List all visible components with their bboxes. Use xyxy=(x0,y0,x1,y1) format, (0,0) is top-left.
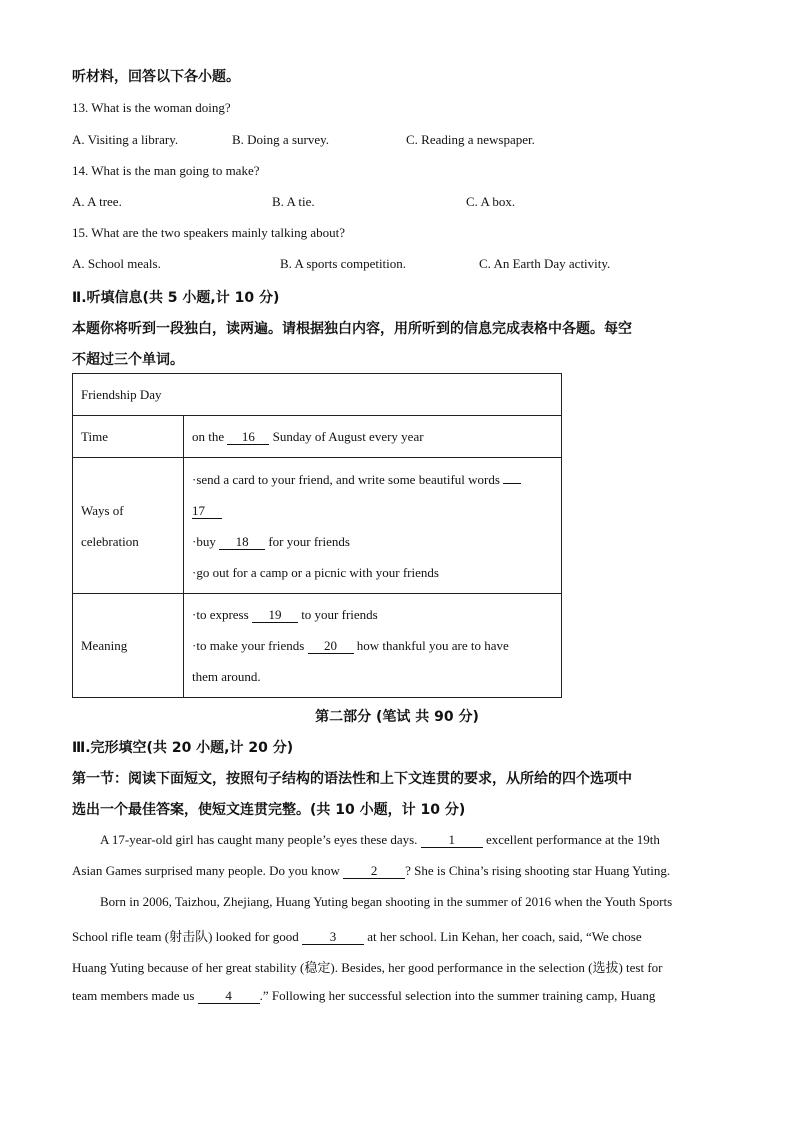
blank-18[interactable]: 18 xyxy=(219,535,265,550)
time-label: Time xyxy=(73,416,184,458)
blank-19[interactable]: 19 xyxy=(252,608,298,623)
ways-cell xyxy=(184,458,562,594)
passage-blank-3[interactable]: 3 xyxy=(302,930,364,945)
question-14-stem: 14. What is the man going to make? xyxy=(72,163,260,178)
blank-20[interactable]: 20 xyxy=(308,639,354,654)
passage-blank-1[interactable]: 1 xyxy=(421,833,483,848)
passage-blank-2[interactable]: 2 xyxy=(343,864,405,879)
section-2-instruction-2: 不超过三个单词。 xyxy=(72,352,184,368)
listening-intro: 听材料，回答以下各小题。 xyxy=(72,69,240,85)
time-cell: on the 16 Sunday of August every year xyxy=(184,416,562,458)
ways-line-1: ·send a card to your friend, and write some beautiful words xyxy=(192,464,553,495)
section-2-instruction-1: 本题你将听到一段独白，读两遍。请根据独白内容，用所听到的信息完成表格中各题。每空 xyxy=(72,321,632,337)
question-13-option-c: C. Reading a newspaper. xyxy=(406,132,535,147)
passage-line-5: Huang Yuting because of her great stability (稳定). Besides, her good performance in the selection (选拔) test for xyxy=(72,960,663,975)
question-13-option-a: A. Visiting a library. xyxy=(72,132,179,147)
question-14-option-c: C. A box. xyxy=(466,194,516,209)
question-13-option-b: B. Doing a survey. xyxy=(232,132,330,147)
blank-16[interactable]: 16 xyxy=(227,430,269,445)
question-15-option-a: A. School meals. xyxy=(72,256,161,271)
ways-line-2 xyxy=(192,495,553,526)
table-header: Friendship Day xyxy=(73,374,562,416)
question-14-option-b: B. A tie. xyxy=(272,194,315,209)
friendship-day-table xyxy=(72,373,562,698)
passage-line-2: Asian Games surprised many people. Do you know 2 ? She is China’s rising shooting star Huang Yuting. xyxy=(72,863,671,878)
section-2-title: Ⅱ.听填信息(共 5 小题,计 10 分) xyxy=(72,290,280,306)
ways-line-4: ·go out for a camp or a picnic with your friends xyxy=(192,564,439,580)
question-13-stem: 13. What is the woman doing? xyxy=(72,100,231,115)
meaning-label: Meaning xyxy=(73,594,184,698)
ways-label: Ways of celebration xyxy=(73,458,184,594)
passage-blank-4[interactable]: 4 xyxy=(198,989,260,1004)
blank-17[interactable]: 17 xyxy=(192,504,222,519)
section-3-instruction-2: 选出一个最佳答案，使短文连贯完整。(共 10 小题，计 10 分) xyxy=(72,802,466,818)
ways-line-3: ·buy 18 for your friends xyxy=(192,533,350,549)
section-3-instruction-1: 第一节：阅读下面短文，按照句子结构的语法性和上下文连贯的要求，从所给的四个选项中 xyxy=(72,771,632,787)
meaning-line-3: them around. xyxy=(192,669,261,684)
question-15-option-b: B. A sports competition. xyxy=(280,256,407,271)
meaning-cell xyxy=(184,594,562,698)
passage-line-6: team members made us 4 .” Following her successful selection into the summer training camp, Huang xyxy=(72,988,656,1003)
meaning-line-1: ·to express 19 to your friends xyxy=(192,607,378,622)
passage-line-4: School rifle team (射击队) looked for good 3 at her school. Lin Kehan, her coach, said, “We chose xyxy=(72,929,642,944)
part-2-title: 第二部分 (笔试 共 90 分) xyxy=(315,709,479,725)
passage-line-1: A 17-year-old girl has caught many people’s eyes these days. 1 excellent performance at the 19th xyxy=(100,832,660,847)
question-15-option-c: C. An Earth Day activity. xyxy=(479,256,611,271)
question-14-option-a: A. A tree. xyxy=(72,194,122,209)
question-15-stem: 15. What are the two speakers mainly talking about? xyxy=(72,225,346,240)
meaning-line-2: ·to make your friends 20 how thankful you are to have xyxy=(192,638,509,653)
section-3-title: Ⅲ.完形填空(共 20 小题,计 20 分) xyxy=(72,740,294,756)
passage-line-3: Born in 2006, Taizhou, Zhejiang, Huang Yuting began shooting in the summer of 2016 when the Youth Sports xyxy=(100,894,673,909)
